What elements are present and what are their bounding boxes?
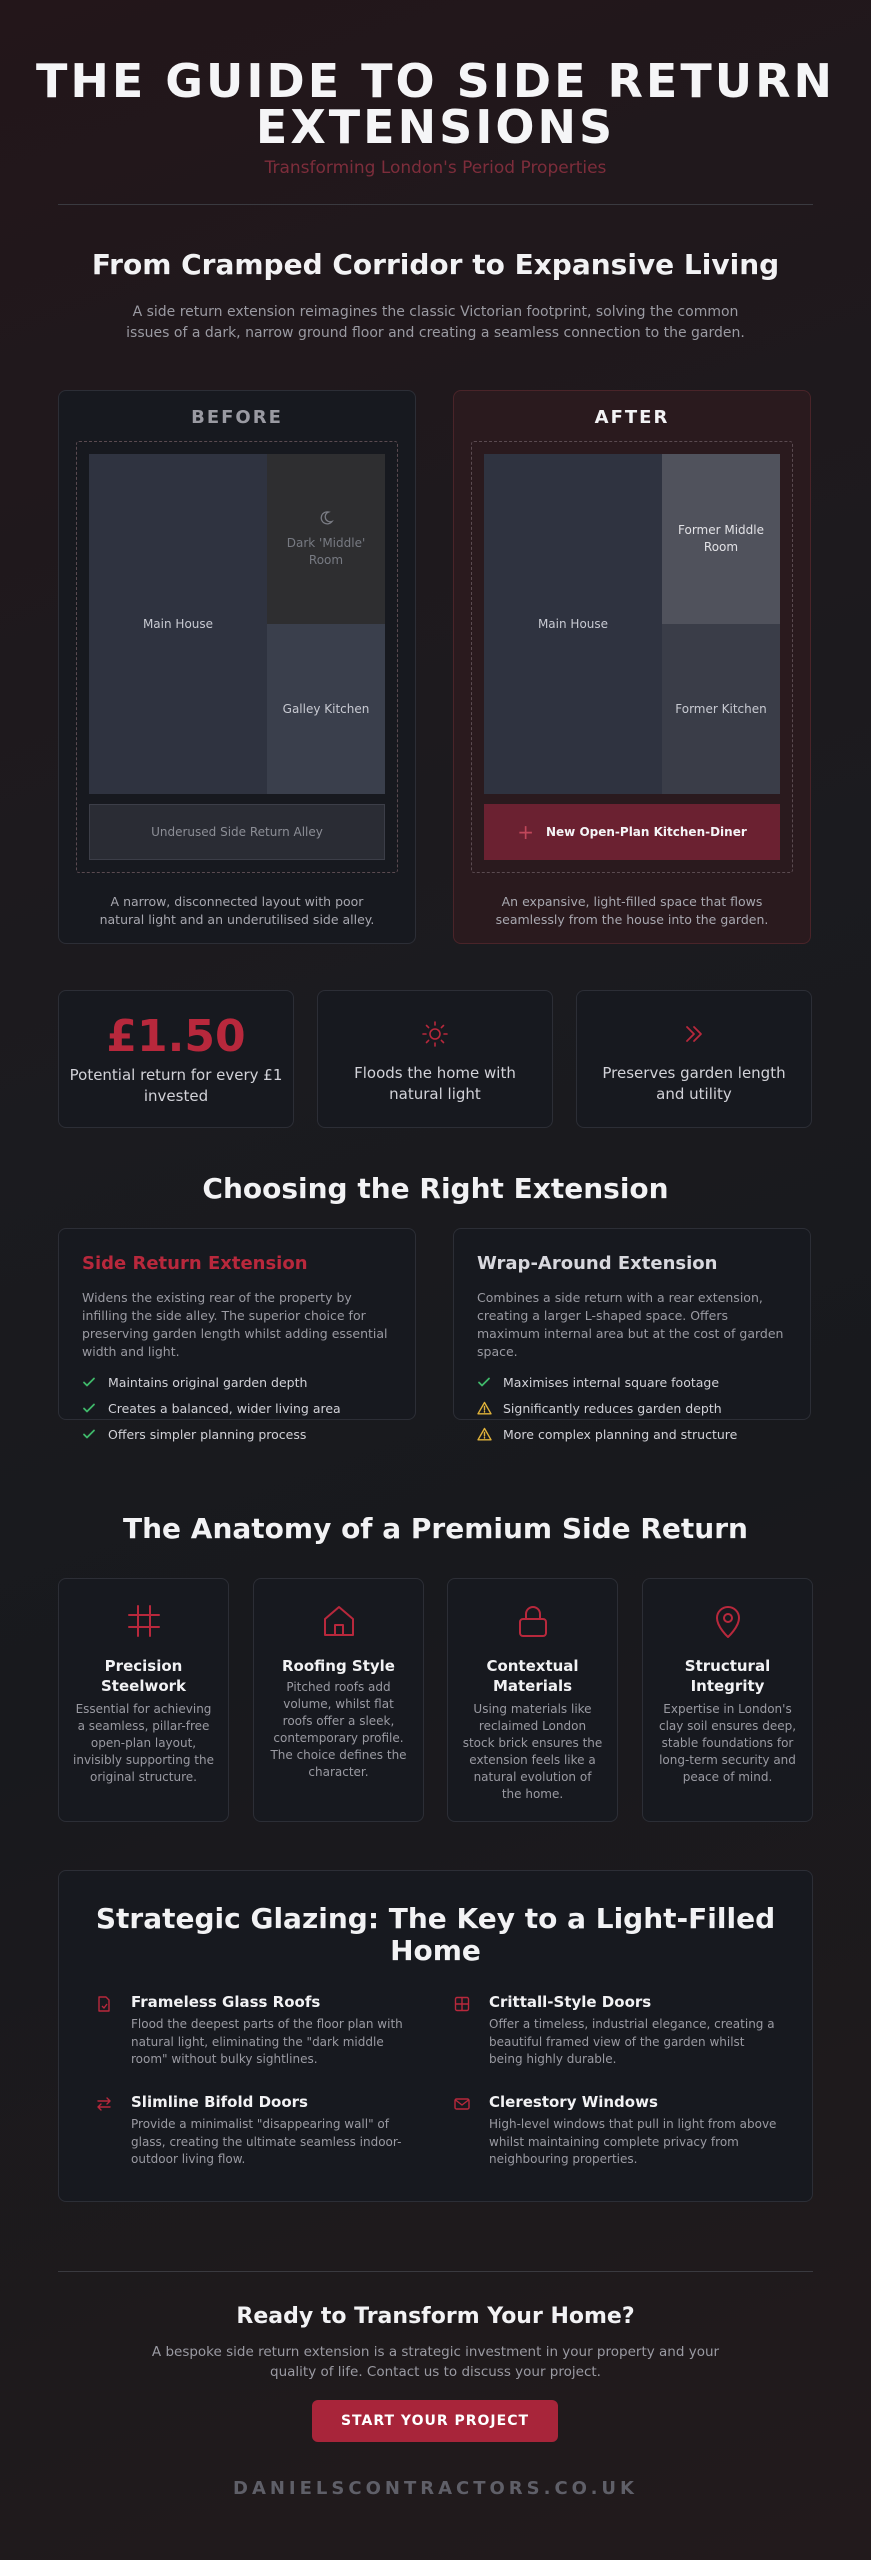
location-pin-icon [643,1601,812,1641]
lock-icon [448,1601,617,1641]
after-extension [484,804,780,860]
list-item: Maintains original garden depth [82,1369,402,1395]
check-icon [82,1401,108,1415]
start-project-button[interactable]: START YOUR PROJECT [312,2400,558,2442]
before-floorplan [76,441,398,873]
after-middle-room: Former Middle Room [662,454,780,624]
after-card [453,390,811,944]
arrows-swap-icon [95,2095,113,2117]
footer-website-link[interactable]: DANIELSCONTRACTORS.CO.UK [233,2478,638,2499]
document-icon [95,1995,113,2017]
list-item: More complex planning and structure [477,1421,797,1447]
side-return-desc: Widens the existing rear of the property by infilling the side alley. The superior choice for preserving garden length whilst adding essential width and light. [82,1290,388,1359]
anatomy-title: Precision Steelwork [101,1657,186,1695]
stat-value: £1.50 [106,1011,246,1062]
stat-text: Floods the home with natural light [354,1064,516,1103]
list-item: Maximises internal square footage [477,1369,797,1395]
anatomy-text: Essential for achieving a seamless, pillar-free open-plan layout, invisibly supporting the original structure. [73,1702,214,1784]
sun-icon [318,1019,552,1053]
list-item: Creates a balanced, wider living area [82,1395,402,1421]
check-icon [477,1375,503,1389]
anatomy-text: Using materials like reclaimed London stock brick ensures the extension feels like a natural evolution of the home. [462,1702,603,1801]
double-chevron-icon [577,1019,811,1053]
window-grid-icon [453,1995,471,2017]
wrap-around-title: Wrap-Around Extension [477,1253,718,1274]
envelope-icon [453,2095,471,2117]
after-main-house: Main House [484,454,662,794]
stat-card-return [58,990,294,1128]
moon-icon [318,510,334,531]
stat-card-garden [576,990,812,1128]
after-kitchen: Former Kitchen [662,624,780,794]
divider [58,2271,813,2272]
anatomy-text: Expertise in London's clay soil ensures deep, stable foundations for long-term security and peace of mind. [658,1702,797,1784]
warning-icon [477,1427,503,1441]
plus-icon: + [517,819,534,844]
warning-icon [477,1401,503,1415]
intro-text: A side return extension reimagines the classic Victorian footprint, solving the common issues of a dark, narrow ground floor and creating a seamless connection to the garden. [126,304,745,341]
side-return-card [58,1228,416,1442]
before-main-house: Main House [89,454,267,794]
before-middle-room-label: Dark 'Middle' Room [286,535,366,567]
anatomy-heading: The Anatomy of a Premium Side Return [123,1512,748,1545]
glazing-heading: Strategic Glazing: The Key to a Light-Filled Home [95,1902,776,1967]
stat-text: Preserves garden length and utility [602,1064,786,1103]
after-floorplan [471,441,793,873]
cta-heading: Ready to Transform Your Home? [236,2304,635,2329]
anatomy-card-materials [447,1578,618,1822]
anatomy-card-steelwork [58,1578,229,1822]
stat-text: Potential return for every £1 invested [69,1066,283,1105]
check-icon [82,1427,108,1441]
cta-text: A bespoke side return extension is a strategic investment in your property and your quality of life. Contact us to discuss your project. [151,2344,720,2380]
house-icon [254,1601,423,1641]
intro-heading: From Cramped Corridor to Expansive Living [91,248,780,281]
list-item: Significantly reduces garden depth [477,1395,797,1421]
side-return-points [82,1369,402,1447]
before-card [58,390,416,944]
anatomy-title: Roofing Style [282,1657,395,1675]
before-kitchen: Galley Kitchen [267,624,385,794]
side-return-title: Side Return Extension [82,1253,308,1274]
check-icon [82,1375,108,1389]
after-label: AFTER [594,407,670,428]
anatomy-card-integrity [642,1578,813,1822]
before-alley: Underused Side Return Alley [89,804,385,860]
after-caption: An expansive, light-filled space that flows seamlessly from the house into the garden. [495,894,769,927]
page-title: THE GUIDE TO SIDE RETURN EXTENSIONS [35,54,835,154]
glazing-card: Strategic Glazing: The Key to a Light-Filled Home Frameless Glass Roofs Flood the deepest parts of the floor plan with natural light, eliminating the "dark middle room" without bulky sightlines. Crittall-Style Doors Offer a timeless, industrial elegance, creating a beautiful framed view of the garden whilst being highly durable. Slimline Bifold Doors Provide a minimalist "disappearing wall" of glass, creating the ultimate seamless indoor-outdoor living flow. Clerestory Windows High-level windows that pull in light from above whilst maintaining complete privacy from neighbouring properties. [58,1870,813,2202]
anatomy-title: Structural Integrity [684,1657,771,1695]
wrap-around-desc: Combines a side return with a rear extension, creating a larger L-shaped space. Offers maximum internal area but at the cost of garden space. [477,1290,784,1359]
anatomy-title: Contextual Materials [486,1657,579,1695]
anatomy-text: Pitched roofs add volume, whilst flat roofs offer a sleek, contemporary profile. The choice defines the character. [270,1680,407,1779]
before-caption: A narrow, disconnected layout with poor natural light and an underutilised side alley. [99,894,375,927]
before-middle-room [267,454,385,624]
page-subtitle: Transforming London's Period Properties [264,158,607,178]
grid-icon [59,1601,228,1641]
anatomy-card-roofing [253,1578,424,1822]
stat-card-light [317,990,553,1128]
comparison-heading: Choosing the Right Extension [202,1172,669,1205]
before-label: BEFORE [191,407,283,428]
wrap-around-card [453,1228,811,1442]
wrap-around-points [477,1369,797,1447]
after-extension-label: New Open-Plan Kitchen-Diner [546,824,747,839]
list-item: Offers simpler planning process [82,1421,402,1447]
divider [58,204,813,205]
